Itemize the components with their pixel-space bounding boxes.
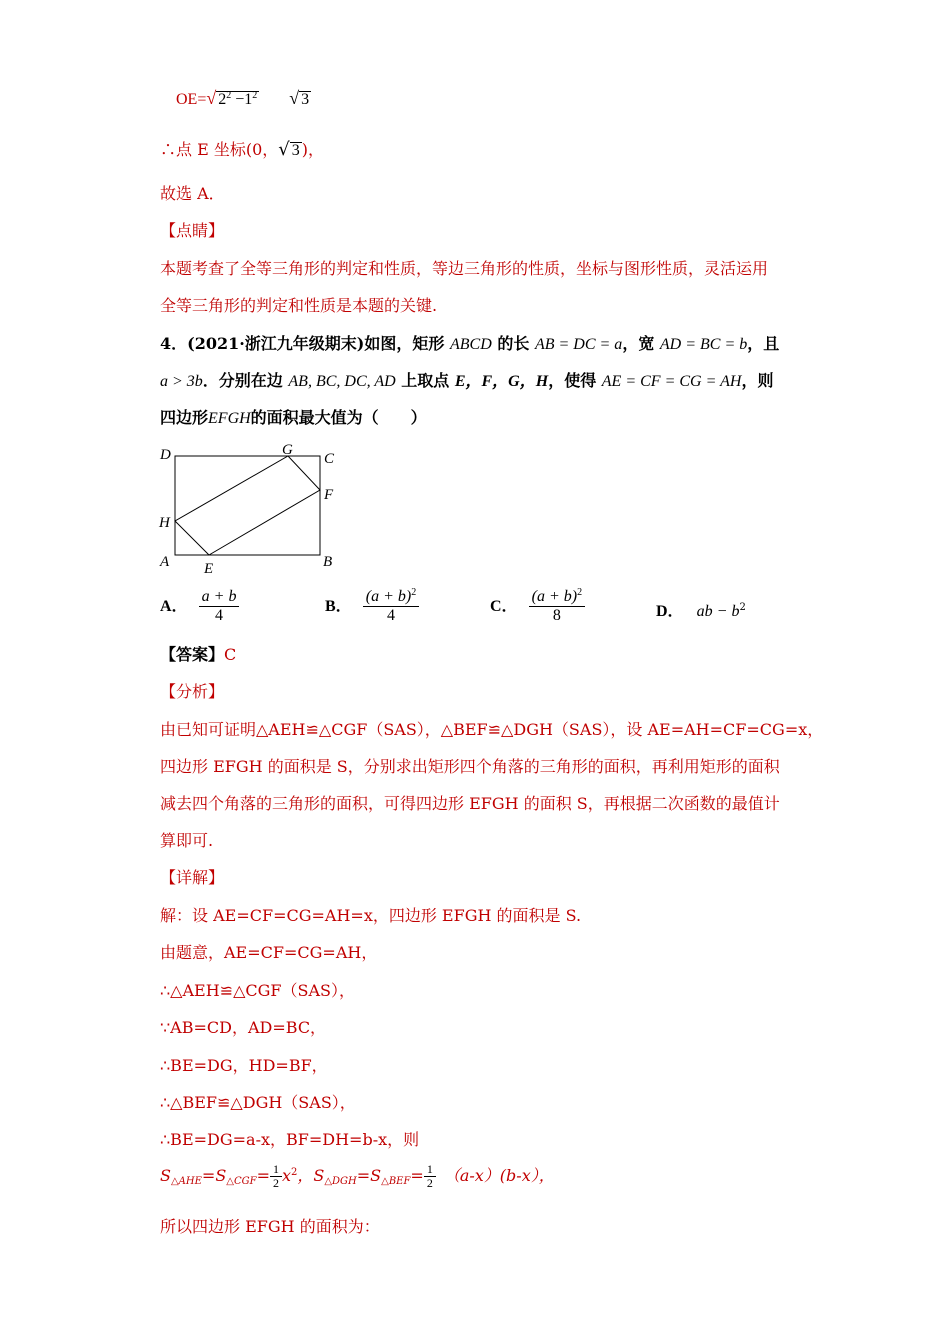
analysis-line-3: 减去四个角落的三角形的面积，可得四边形 EFGH 的面积 S，再根据二次函数的最值计 <box>160 794 780 813</box>
answer-heading: 【答案】 <box>160 645 225 664</box>
label-d: D <box>160 447 171 463</box>
label-g: G <box>282 442 293 458</box>
analysis-line-1: 由已知可证明△AEH≌△CGF（SAS），△BEF≌△DGH（SAS），设 AE=AH=CF=CG=x， <box>160 720 824 739</box>
detail-line-2: 由题意，AE=CF=CG=AH， <box>160 943 378 962</box>
option-d: D． ab − $b^2$ <box>656 602 746 620</box>
oe-formula: OE=√ $2^2 -1^2$ √ 3 <box>176 88 310 108</box>
dianjing-heading: 【点睛】 <box>160 221 225 240</box>
rectangle-abcd <box>175 456 320 555</box>
detail-line-4: ∵AB=CD，AD=BC， <box>160 1018 327 1037</box>
point-e-line: ∴点 E 坐标(0，√ 3 )， <box>160 139 325 160</box>
choose-line: 故选 A． <box>160 184 225 203</box>
analysis-line-4: 算即可. <box>160 831 214 850</box>
analysis-heading: 【分析】 <box>160 682 225 701</box>
detail-line-5: ∴BE=DG，HD=BF， <box>160 1056 328 1075</box>
option-c: C． $\frac{(a + b)^2}{8}$ <box>490 588 585 625</box>
label-h: H <box>159 515 170 531</box>
detail-line-1: 解：设 AE=CF=CG=AH=x，四边形 EFGH 的面积是 S. <box>160 906 582 925</box>
question-line-2: a > 3b．分别在边 AB, BC, DC, AD 上取点 E，F，G，H，使得 AE = CF = CG = AH，则 <box>160 371 774 390</box>
rectangle-figure <box>155 436 355 578</box>
detail-line-6: ∴△BEF≌△DGH（SAS）， <box>160 1093 356 1112</box>
label-c: C <box>324 451 335 467</box>
answer-line <box>160 642 236 665</box>
label-f: F <box>324 487 334 503</box>
label-e: E <box>204 561 214 577</box>
detail-heading: 【详解】 <box>160 868 225 887</box>
label-b: B <box>323 554 333 570</box>
detail-line-7: ∴BE=DG=a-x，BF=DH=b-x，则 <box>160 1130 420 1149</box>
oe-radicand: $2^2 -1^2$ <box>218 90 258 108</box>
analysis-line-2: 四边形 EFGH 的面积是 S，分别求出矩形四个角落的三角形的面积，再利用矩形的面积 <box>160 757 780 776</box>
label-a: A <box>160 554 170 570</box>
question-line-1: 4．(2021·浙江九年级期末)如图，矩形 ABCD 的长 AB = DC = a，宽 AD = BC = b，且 <box>160 334 780 353</box>
dianjing-body-1: 本题考查了全等三角形的判定和性质，等边三角形的性质，坐标与图形性质，灵活运用 <box>160 259 769 278</box>
option-a: A． $\frac{a + b}{4}$ <box>160 588 239 625</box>
detail-line-8: $S_{\triangle AHE}=S_{\triangle CGF}=$ $\frac{1}{2}$ $x^2$，$S_{\triangle DGH}=S_{\triangle BEF}=$ $\frac{1}{2}$ （a-x）(b-x）， <box>160 1162 555 1190</box>
oe-label: OE= <box>176 91 207 108</box>
detail-line-3: ∴△AEH≌△CGF（SAS）， <box>160 981 355 1000</box>
dianjing-body-2: 全等三角形的判定和性质是本题的关键. <box>160 296 438 315</box>
detail-line-9: 所以四边形 EFGH 的面积为： <box>160 1217 380 1236</box>
answer-value: C <box>224 645 237 664</box>
option-b: B． $\frac{(a + b)^2}{4}$ <box>325 588 419 625</box>
question-line-3: 四边形EFGH的面积最大值为（ ） <box>160 408 427 427</box>
oe-result: 3 <box>301 91 310 108</box>
quadrilateral-efgh <box>175 456 320 555</box>
